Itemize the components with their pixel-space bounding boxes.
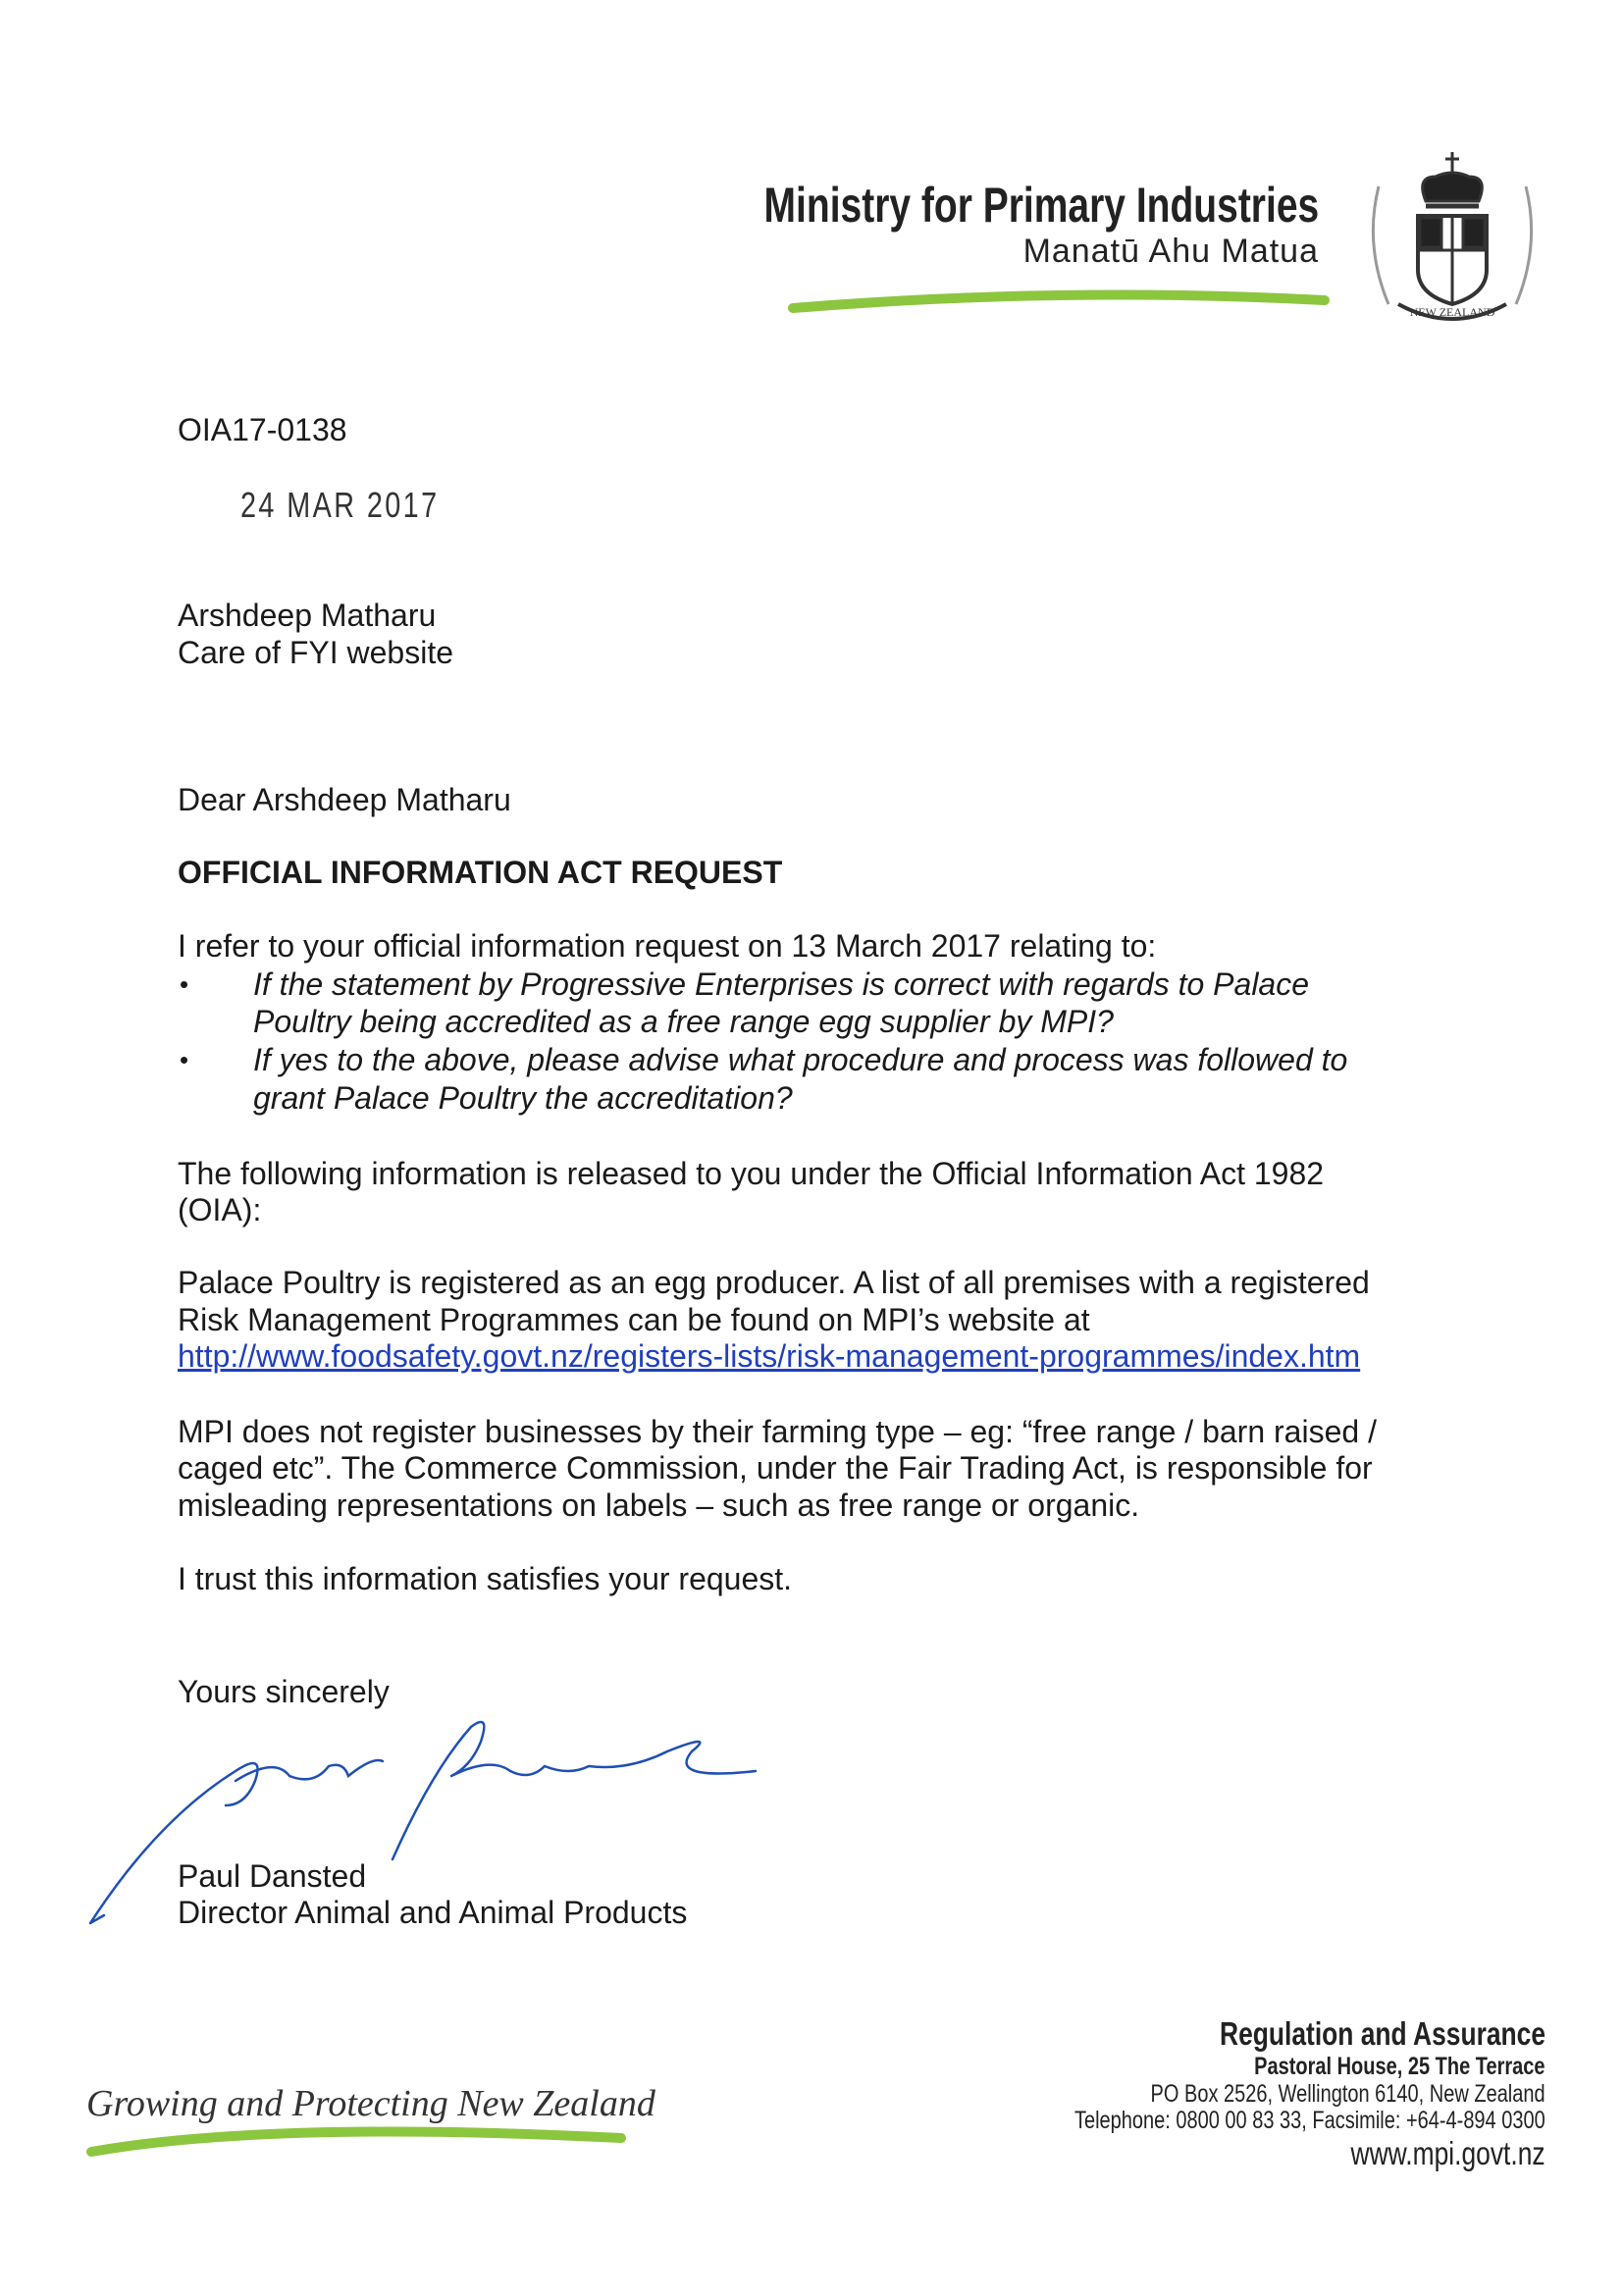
bullet-icon: • [180,969,189,999]
recipient-name: Arshdeep Matharu [178,598,437,633]
subject-heading: OFFICIAL INFORMATION ACT REQUEST [178,855,783,890]
paragraph-farming-type: misleading representations on labels – such as free range or organic. [178,1487,1140,1523]
org-name: Ministry for Primary Industries [763,178,1319,233]
signatory-title: Director Animal and Animal Products [178,1895,688,1930]
reference-number: OIA17-0138 [178,412,347,447]
footer-division: Regulation and Assurance [1219,2015,1545,2052]
footer-website[interactable]: www.mpi.govt.nz [1350,2135,1545,2171]
rmp-register-link[interactable]: http://www.foodsafety.govt.nz/registers-lists/risk-management-programmes/index.htm [178,1338,1361,1374]
footer-swoosh [83,2124,633,2164]
closing: Yours sincerely [178,1674,390,1709]
intro-paragraph: I refer to your official information request on 13 March 2017 relating to: [178,928,1157,964]
header-swoosh [785,283,1335,322]
date-stamp: 24 MAR 2017 [240,485,440,525]
org-name-maori: Manatū Ahu Matua [1022,233,1319,270]
bullet-1-line-1: If the statement by Progressive Enterprises is correct with regards to Palace [253,966,1310,1002]
paragraph-release: The following information is released to you under the Official Information Act 1982 [178,1156,1325,1191]
paragraph-farming-type: MPI does not register businesses by their farming type – eg: “free range / barn raised / [178,1414,1377,1449]
paragraph-closing: I trust this information satisfies your request. [178,1561,793,1596]
bullet-icon: • [180,1045,189,1074]
recipient-care-of: Care of FYI website [178,635,453,670]
bullet-2-line-2: grant Palace Poultry the accreditation? [253,1080,793,1116]
paragraph-registration: Palace Poultry is registered as an egg producer. A list of all premises with a registered [178,1265,1370,1300]
paragraph-release: (OIA): [178,1192,262,1227]
paragraph-farming-type: caged etc”. The Commerce Commission, under the Fair Trading Act, is responsible for [178,1450,1373,1486]
bullet-1-line-2: Poultry being accredited as a free range egg supplier by MPI? [253,1004,1114,1039]
bullet-2-line-1: If yes to the above, please advise what procedure and process was followed to [253,1042,1348,1077]
nz-coat-of-arms-icon [1359,147,1545,329]
paragraph-registration: Risk Management Programmes can be found on MPI’s website at [178,1302,1090,1337]
footer-tagline: Growing and Protecting New Zealand [86,2083,655,2124]
footer-address-2: PO Box 2526, Wellington 6140, New Zealand [1150,2080,1545,2108]
salutation: Dear Arshdeep Matharu [178,782,511,817]
footer-phone: Telephone: 0800 00 83 33, Facsimile: +64-4-894 0300 [1074,2107,1545,2134]
signatory-name: Paul Dansted [178,1858,367,1894]
crest-text: NEW ZEALAND [1409,305,1495,319]
footer-address-1: Pastoral House, 25 The Terrace [1254,2053,1545,2080]
